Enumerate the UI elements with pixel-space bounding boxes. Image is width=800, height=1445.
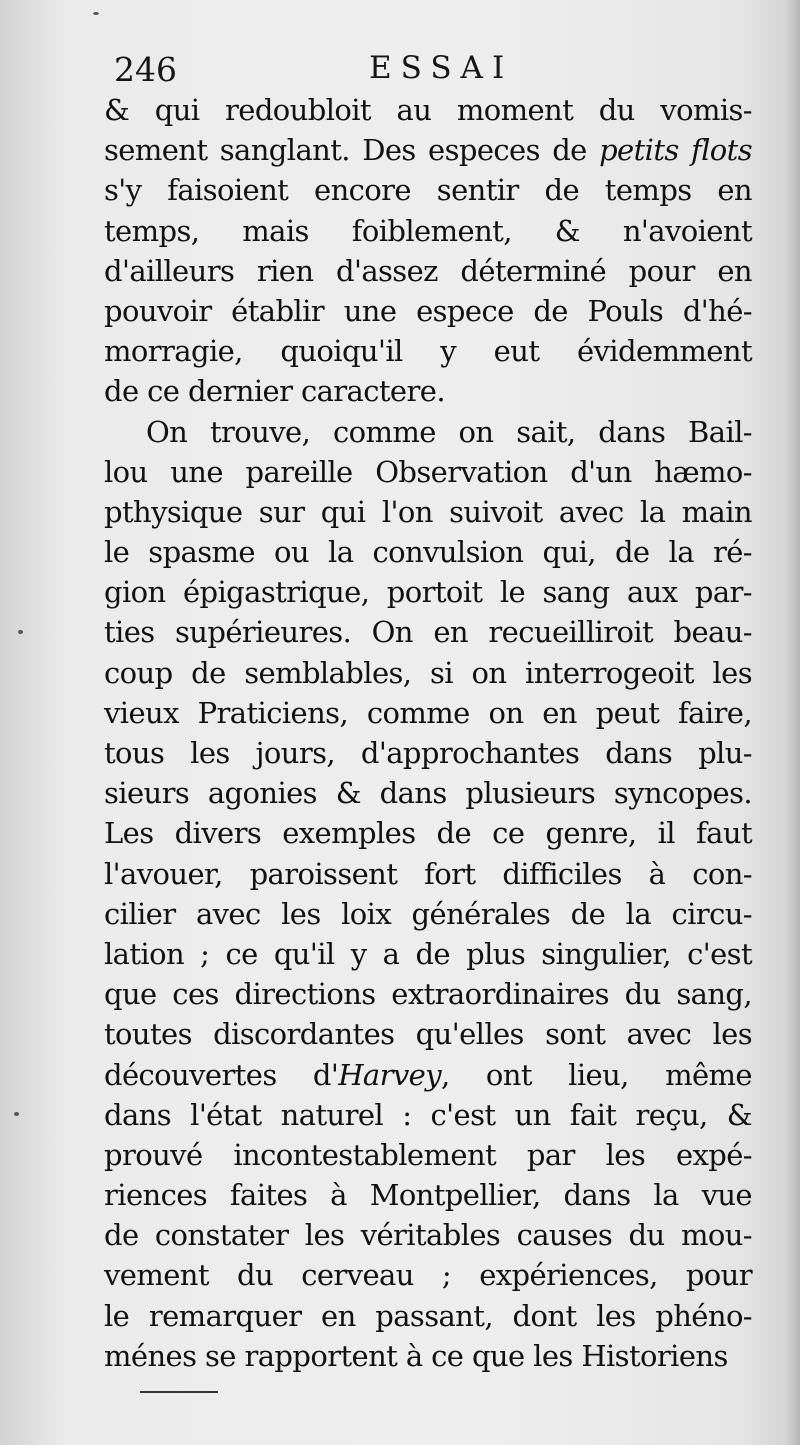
footer-rule — [140, 1391, 218, 1393]
text-line: ties supérieures. On en recueilliroit beau- — [104, 615, 752, 650]
text-line: gion épigastrique, portoit le sang aux par- — [104, 575, 752, 610]
text-line: sieurs agonies & dans plusieurs syncopes. — [104, 776, 752, 811]
text-line: coup de semblables, si on interrogeoit les — [104, 655, 752, 690]
text-line: découvertes d'Harvey, ont lieu, même — [104, 1057, 752, 1092]
text-line: sement sanglant. Des especes de petits flots — [104, 133, 752, 168]
text-line: dans l'état naturel : c'est un fait reçu, & — [104, 1097, 752, 1132]
body-text — [104, 90, 752, 1376]
text-line: prouvé incontestablement par les expé- — [104, 1137, 752, 1172]
running-title: ESSAI — [369, 50, 514, 86]
text-line: morragie, quoiqu'il y eut évidemment — [104, 334, 752, 369]
text-line: tous les jours, d'approchantes dans plu- — [104, 736, 752, 770]
text-line: temps, mais foiblement, & n'avoient — [104, 213, 752, 248]
print-speck — [18, 630, 23, 634]
text-line: & qui redoubloit au moment du vomis- — [104, 93, 752, 127]
text-line: vement du cerveau ; expériences, pour — [104, 1258, 752, 1293]
print-speck — [93, 12, 99, 15]
text-line: de constater les véritables causes du mou- — [104, 1218, 752, 1253]
text-line: pthysique sur qui l'on suivoit avec la main — [104, 494, 752, 529]
italic-span: petits flots — [599, 133, 752, 168]
text-line: toutes discordantes qu'elles sont avec les — [104, 1017, 752, 1052]
text-line: Les divers exemples de ce genre, il faut — [104, 816, 752, 851]
text-line: vieux Praticiens, comme on en peut faire, — [104, 695, 752, 730]
text-line: cilier avec les loix générales de la circu- — [104, 896, 752, 931]
text-line: lou une pareille Observation d'un hæmo- — [104, 454, 752, 489]
text-line: de ce dernier caractere. — [104, 374, 445, 409]
running-head — [114, 46, 750, 96]
text-line: l'avouer, paroissent fort difficiles à con- — [104, 856, 752, 891]
text-line: le spasme ou la convulsion qui, de la ré- — [104, 535, 752, 570]
text-line: pouvoir établir une espece de Pouls d'hé- — [104, 293, 752, 328]
text-line: le remarquer en passant, dont les phéno- — [104, 1298, 752, 1333]
text-line: On trouve, comme on sait, dans Bail- — [146, 414, 752, 449]
page-gutter-shadow — [786, 0, 800, 1445]
text-line: ménes se rapportent à ce que les Historiens — [104, 1338, 728, 1373]
print-speck — [14, 1112, 19, 1116]
text-line: d'ailleurs rien d'assez déterminé pour en — [104, 253, 752, 288]
text-line: que ces directions extraordinaires du sang, — [104, 977, 752, 1012]
text-line: lation ; ce qu'il y a de plus singulier, c'est — [104, 936, 752, 971]
page-number: 246 — [114, 50, 177, 89]
italic-span: Harvey — [338, 1057, 442, 1092]
text-line: s'y faisoient encore sentir de temps en — [104, 173, 752, 208]
text-line: riences faites à Montpellier, dans la vue — [104, 1178, 752, 1213]
